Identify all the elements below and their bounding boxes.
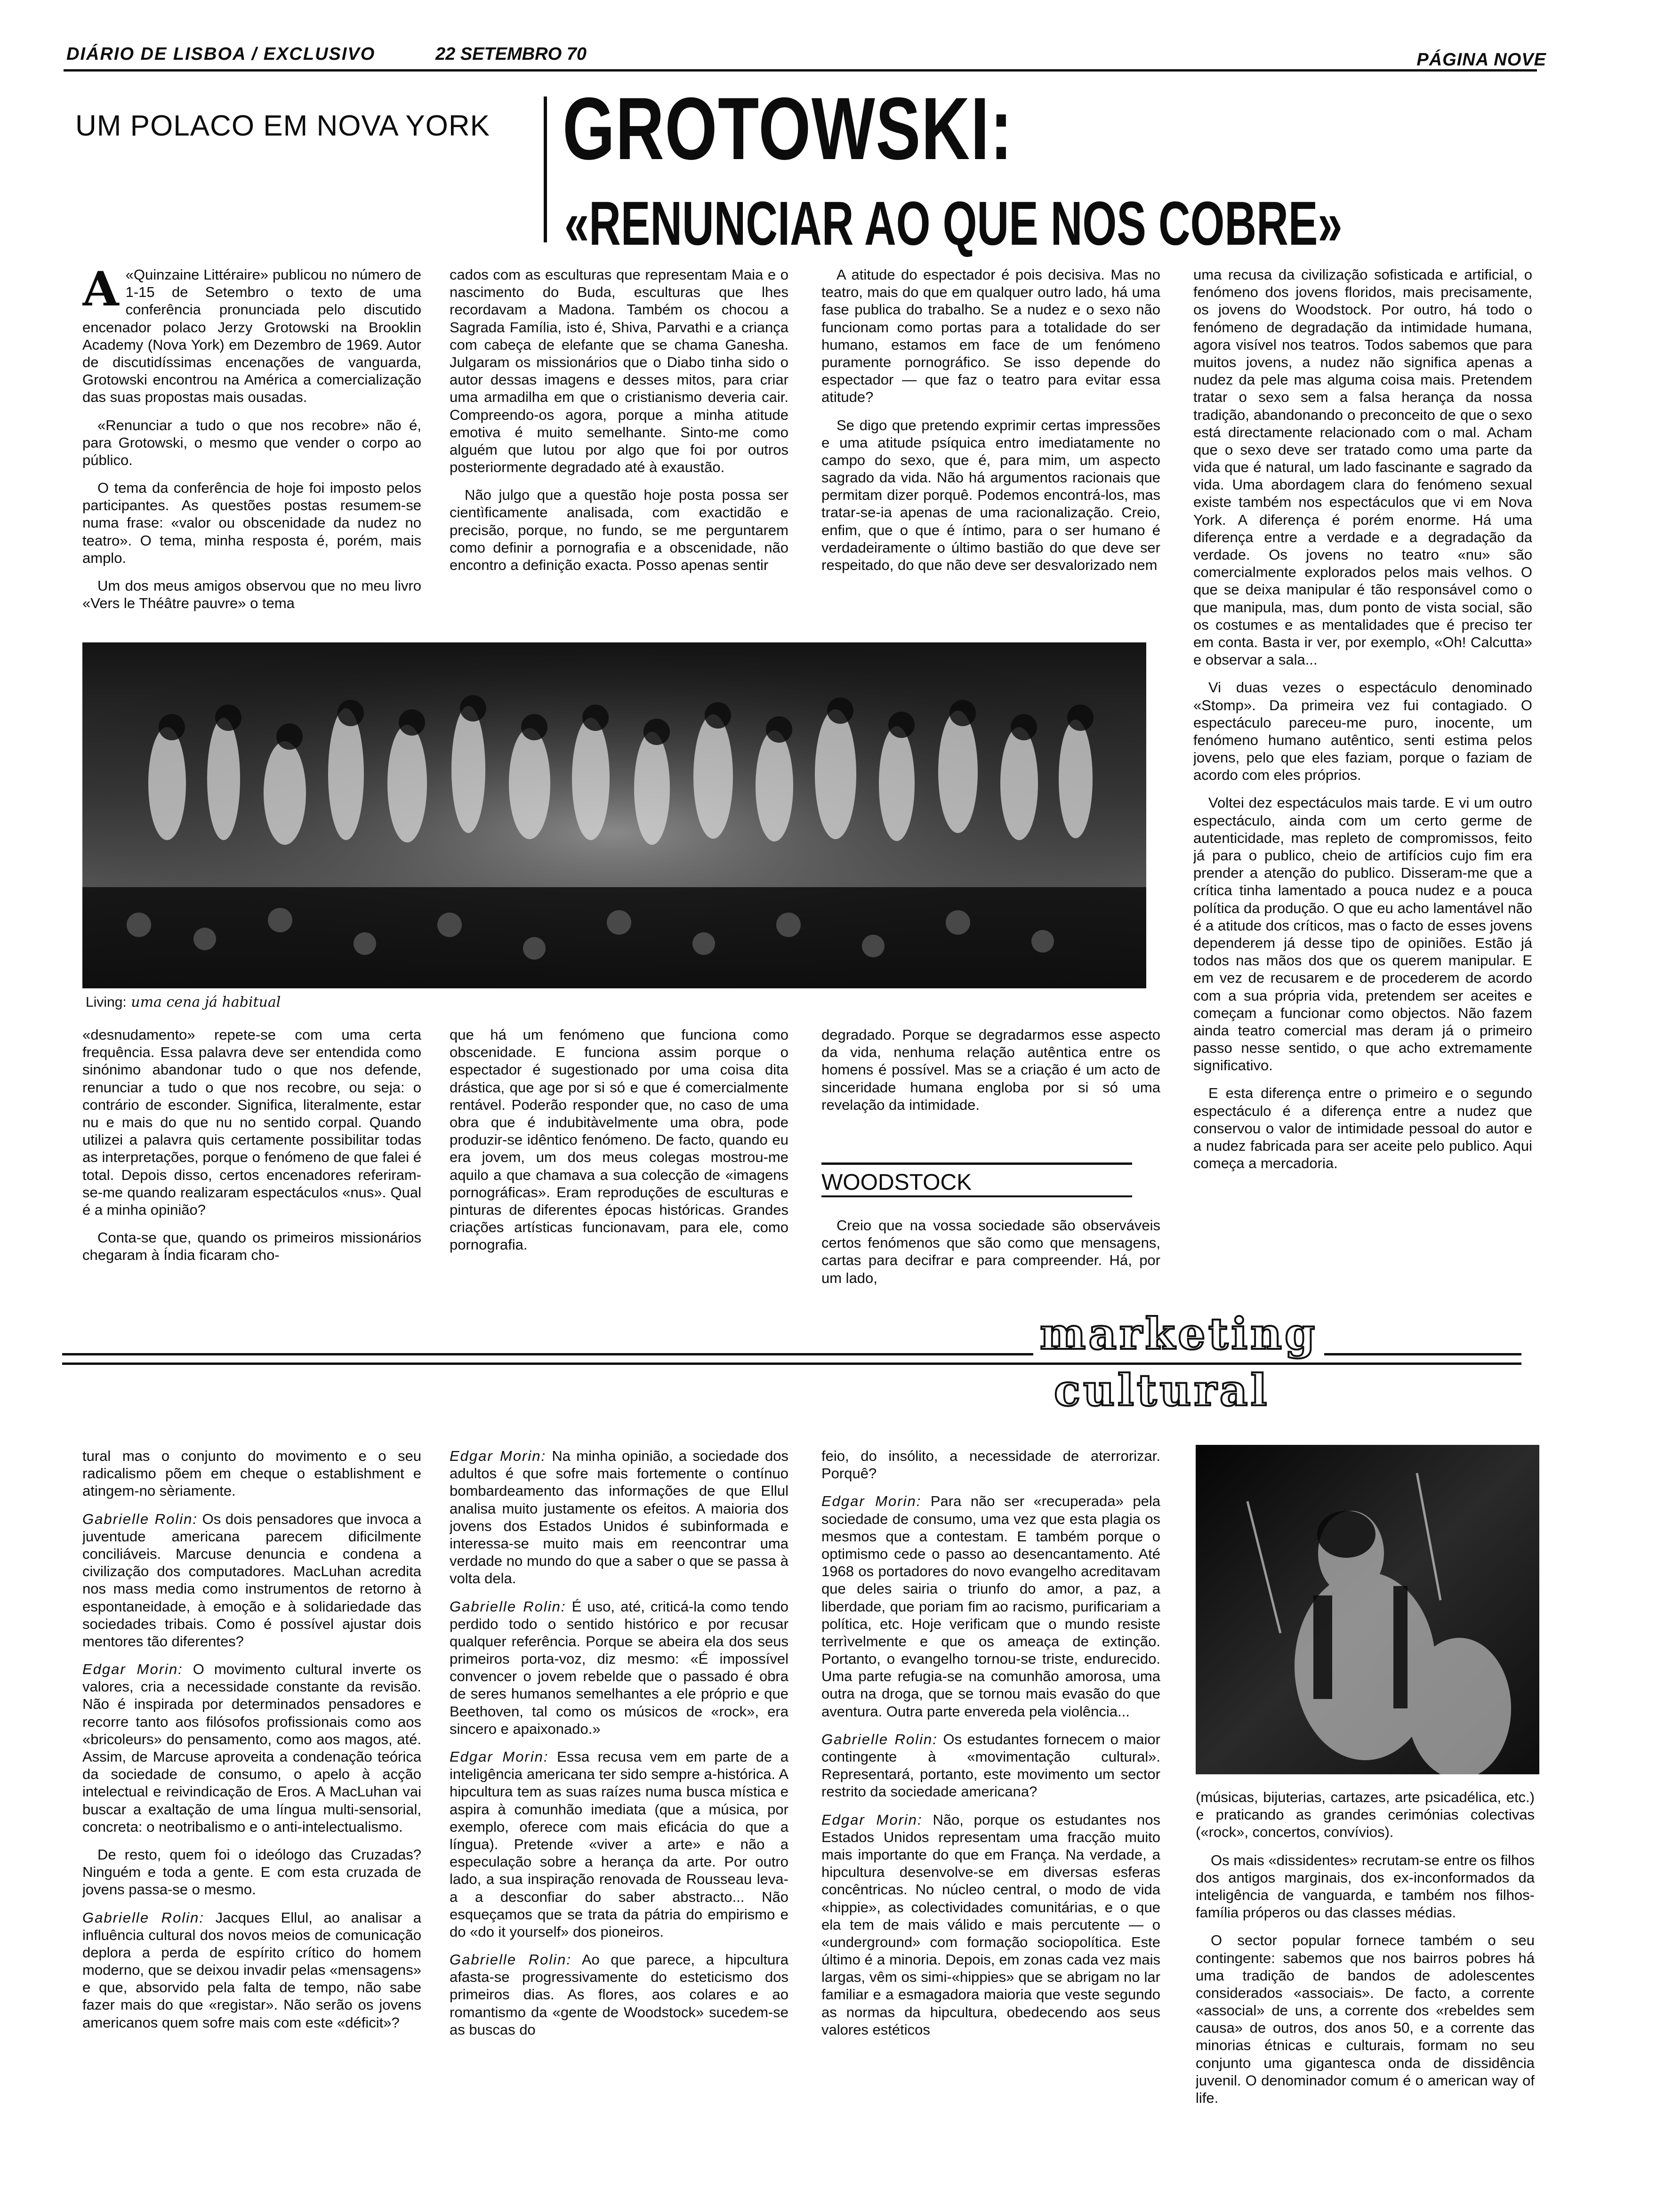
headline-line-1: GROTOWSKI: [563, 79, 1014, 178]
article-column-3-continued [821, 1026, 1160, 1153]
interview-column-4 [1196, 1788, 1535, 2141]
caption-text: uma cena já habitual [131, 994, 281, 1010]
paragraph: O sector popular fornece também o seu contingente: sabemos que nos bairros pobres há uma tradição de bandos de adolescentes considerados «associais». De facto, a corrente «associal» de uns, a corrente dos «rebeldes sem causa» de outros, dos anos 50, e a corrente das minorias étnicas e culturais, formam no seu conjunto uma gigantesca onda de dissidência juvenil. O denominador comum é o american way of life. [1196, 1932, 1535, 2106]
paragraph: Conta-se que, quando os primeiros missionários chegaram à Índia ficaram cho- [82, 1229, 421, 1264]
headline-divider [544, 96, 547, 242]
caption-label: Living: [86, 994, 127, 1010]
dropcap: A [82, 266, 119, 317]
paragraph: E esta diferença entre o primeiro e o segundo espectáculo é a diferença entre a nudez que conservou o valor de intimidade pessoal do autor e a nudez fabricada para ser aceite pelo publico. Aqui começa a mercadoria. [1193, 1085, 1532, 1172]
paragraph: Edgar Morin: O movimento cultural inverte os valores, cria a necessidade constante da revisão. Não é inspirada por determinados pensadores e recorre tanto aos filósofos profissionais como aos «bricoleurs» do pensamento, como aos magos, até. Assim, de Marcuse aproveita a condenação teórica da sociedade de consumo, o apelo à acção intelectual e reivindicação de Eros. A MacLuhan vai buscar a exaltação de uma língua multi-sensorial, concreta: o neotribalismo e o anti-intelectualismo. [82, 1661, 421, 1835]
speaker: Edgar Morin: [450, 1748, 549, 1765]
paragraph: De resto, quem foi o ideólogo das Cruzadas? Ninguém e toda a gente. E com esta cruzada de jovens passa-se o mesmo. [82, 1846, 421, 1898]
paragraph: Edgar Morin: Na minha opinião, a sociedade dos adultos é que sofre mais fortemente o contínuo bombardeamento das informações de que Ellul analisa muito justamente os efeitos. A maioria dos jovens dos Estados Unidos é subinformada e interessa-se muito mais em reencontrar uma verdade no mundo do que a saber o que se passa à volta dela. [450, 1448, 788, 1587]
speaker: Edgar Morin: [821, 1493, 922, 1510]
interview-column-1 [82, 1447, 421, 2130]
paragraph: Vi duas vezes o espectáculo denominado «Stomp». Da primeira vez fui contagiado. O espectáculo pareceu-me puro, inocente, um fenómeno humano autêntico, senti estima pelos jovens, pelo que eles faziam, porque o faziam de acordo com eles próprios. [1193, 679, 1532, 784]
paragraph: Gabrielle Rolin: Os estudantes fornecem o maior contingente à «movimentação cultural». Representará, portanto, este movimento um sector restrito da sociedade americana? [821, 1731, 1160, 1800]
paragraph: Um dos meus amigos observou que no meu livro «Vers le Théâtre pauvre» o tema [82, 577, 421, 612]
section-subhead: WOODSTOCK [821, 1162, 1132, 1195]
headline [563, 79, 1556, 258]
interview-column-3 [821, 1447, 1160, 2130]
newspaper-name: DIÁRIO DE LISBOA / EXCLUSIVO [66, 44, 376, 64]
masthead [64, 43, 1546, 72]
article-column-2 [450, 266, 788, 628]
paragraph: tural mas o conjunto do movimento e o seu radicalismo põem em cheque o establishment e atingem-no sèriamente. [82, 1448, 421, 1499]
paragraph: (músicas, bijuterias, cartazes, arte psicadélica, etc.) e praticando as grandes cerimónias colectivas («rock», concertos, convívios). [1196, 1789, 1535, 1841]
paragraph: Edgar Morin: Para não ser «recuperada» pela sociedade de consumo, uma vez que esta plagia os mesmos que a contestam. E também porque o optimismo cede o passo ao desencantamento. Até 1968 os portadores do novo evangelho acreditavam que deles sairia o triunfo do amor, a paz, a liberdade, que poriam fim ao racismo, purificariam a política, etc. Hoje verificam que o mundo resiste terrìvelmente e que os ameaça de extinção. Portanto, o evangelho tornou-se triste, endurecido. Uma parte refugia-se na comunhão amorosa, uma outra na droga, que se tornou mais evasão do que aventura. Outra parte envereda pela violência... [821, 1493, 1160, 1720]
speaker: Gabrielle Rolin: [450, 1598, 566, 1615]
paragraph: que há um fenómeno que funciona como obscenidade. E funciona assim porque o espectador é sugestionado por uma coisa dita drástica, que age por si só e que é comercialmente rentável. Poderão responder que, no caso de uma obra que é indubitàvelmente uma obra, pode produzir-se idêntico fenómeno. De facto, quando eu era jovem, um dos meus colegas mostrou-me aquilo a que chamava a sua colecção de «imagens pornográficas». Eram reproduções de esculturas e pinturas de diferentes épocas históricas. Grandes criações artísticas funcionavam, para ele, como pornografia. [450, 1026, 788, 1253]
section-rule-bottom [62, 1362, 1521, 1365]
interview-column-2 [450, 1447, 788, 2130]
photo-caption [86, 994, 281, 1010]
paragraph: «desnudamento» repete-se com uma certa frequência. Essa palavra deve ser entendida como sinónimo abandonar tudo o que nos defende, renunciar a tudo o que nos recobre, ou seja: o contrário de esconder. Significa, literalmente, estar nu e mais do que nu no sentido corpal. Quando utilizei a palavra quis certamente possibilitar todas as interpretações, porque o fenómeno de que falei é total. Depois disso, certos encenadores referiram-se-me quando realizaram espectáculos «nus». Qual é a minha opinião? [82, 1026, 421, 1218]
section-label-line-1: marketing [1033, 1308, 1324, 1359]
article-column-3 [821, 266, 1160, 628]
paragraph: «Renunciar a tudo o que nos recobre» não é, para Grotowski, o mesmo que vender o corpo ao público. [82, 417, 421, 468]
speaker: Edgar Morin: [450, 1448, 547, 1464]
paragraph: Edgar Morin: Não, porque os estudantes nos Estados Unidos representam uma fracção muito mais importante do que em França. Na verdade, a hipcultura desenvolve-se em diversas esferas concêntricas. No núcleo central, o modo de vida «hippie», as colectividades comunitárias, e o que ela tem de mais válido e mais percutente — o «underground» com formação sociopolítica. Este último é a minoria. Depois, em zonas cada vez mais largas, vêm os simi-«hippies» que se abrigam no lar familiar e a esmagadora maioria que veste segundo as normas da hipcultura, obedecendo aos seus valores estéticos [821, 1811, 1160, 2038]
stage-photo [82, 642, 1146, 988]
concert-photo [1196, 1445, 1539, 1774]
paragraph: Edgar Morin: Essa recusa vem em parte de a inteligência americana ter sido sempre a-histórica. A hipcultura tem as suas raízes numa busca mística e aspira à comunhão imediata (que a música, por exemplo, oferece com mais eficácia do que a língua). Pretende «viver a arte» e não a especulação sobre a herança da arte. Por outro lado, a sua inspiração renovada de Rousseau leva-a a desconfiar do saber abstracto... Não esqueçamos que se trata da pátria do empirismo e do «do it yourself» dos pioneiros. [450, 1748, 788, 1940]
page-number: PÁGINA NOVE [1416, 50, 1546, 70]
kicker: UM POLACO EM NOVA YORK [75, 110, 491, 142]
speaker: Gabrielle Rolin: [82, 1510, 198, 1527]
paragraph: Creio que na vossa sociedade são observáveis certos fenómenos que são como que mensagens, cartas para decifrar e para compreender. Há, por um lado, [821, 1217, 1160, 1286]
speaker: Gabrielle Rolin: [821, 1731, 938, 1747]
speaker: Edgar Morin: [82, 1661, 183, 1678]
paragraph: Gabrielle Rolin: Jacques Ellul, ao analisar a influência cultural dos novos meios de comunicação deplora a perda de espírito crítico do homem moderno, que se deixou invadir pelas «mensagens» e que, absorvido pela falta de tempo, não sabe fazer mais do que «registar». Não serão os jovens americanos quem sofre mais com este «déficit»? [82, 1909, 421, 2031]
paragraph: O tema da conferência de hoje foi imposto pelos participantes. As questões postas resumem-se numa frase: «valor ou obscenidade da nudez no teatro». O tema, minha resposta é, porém, mais amplo. [82, 480, 421, 566]
paragraph: Voltei dez espectáculos mais tarde. E vi um outro espectáculo, ainda com um certo germe de autenticidade, mas repleto de compromissos, feito já para o publico, cheio de artifícios cujo fim era prender a atenção do publico. Disseram-me que a crítica tinha lamentado a pouca nudez e a pouca política da produção. O que eu acho lamentável não é a atitude dos críticos, mas o facto de esses jovens dependerem já desse tipo de opiniões. Estão já todos nas mãos dos que os querem manipular. E em vez de recusarem e de procederem de acordo com a sua própria vida, pretendem ser aceites e começam a funcionar como objectos. Não fazem ainda teatro comercial mas deram já o primeiro passo nesse sentido, o que acho extremamente significativo. [1193, 794, 1532, 1074]
subhead-rule [821, 1195, 1132, 1197]
section-label-line-2: cultural [1047, 1365, 1276, 1416]
speaker: Gabrielle Rolin: [450, 1951, 571, 1968]
paragraph: «Quinzaine Littéraire» publicou no número de 1-15 de Setembro o texto de uma conferência pronunciada pelo discutido encenador polaco Jerzy Grotowski na Brooklin Academy (Nova York) em Dezembro de 1969. Autor de discutidíssimas encenações de vanguarda, Grotowski encontrou na América a comercialização das suas propostas mais ousadas. [82, 266, 421, 406]
article-column-2-continued [450, 1026, 788, 1308]
article-column-1 [82, 266, 421, 628]
article-column-4 [1193, 266, 1532, 1273]
paragraph: Se digo que pretendo exprimir certas impressões e uma atitude psíquica entro imediatamente no campo do sexo, que é, para mim, um aspecto sagrado da vida. Não há argumentos racionais que permitam dizer porquê. Podemos encontrá-los, mas tratar-se-ia apenas de uma racionalização. Creio, enfim, que o que é íntimo, para o ser humano é verdadeiramente o último bastião do que deve ser respeitado, do que não deve ser desvalorizado nem [821, 417, 1160, 573]
paragraph: Os mais «dissidentes» recrutam-se entre os filhos dos antigos marginais, dos ex-inconformados da inteligência de vanguarda, e também nos filhos-família próperos ou das classes médias. [1196, 1851, 1535, 1921]
issue-date: 22 SETEMBRO 70 [435, 44, 587, 64]
paragraph: cados com as esculturas que representam Maia e o nascimento do Buda, esculturas que lhes recordavam a Madona. Também os chocou a Sagrada Família, isto é, Shiva, Parvathi e a criança com cabeça de elefante que se chama Ganesha. Julgaram os missionários que o Diabo tinha sido o autor dessas imagens e desses mitos, para criar uma armadilha em que o cristianismo deveria cair. Compreendo-os agora, porque a minha atitude emotiva é muito semelhante. Sinto-me como alguém que lutou por algo que foi por outros posteriormente degradado até à exaustão. [450, 266, 788, 476]
paragraph: Gabrielle Rolin: Ao que parece, a hipcultura afasta-se progressivamente do esteticismo dos primeiros dias. As flores, aos colares e ao romantismo da «gente de Woodstock» sucedem-se as buscas do [450, 1951, 788, 2038]
headline-line-2: «RENUNCIAR AO QUE NOS COBRE» [564, 189, 1343, 258]
speaker: Edgar Morin: [821, 1811, 923, 1828]
speaker: Gabrielle Rolin: [82, 1909, 204, 1926]
paragraph: feio, do insólito, a necessidade de aterrorizar. Porquê? [821, 1448, 1160, 1482]
paragraph: degradado. Porque se degradarmos esse aspecto da vida, nenhuma relação autêntica entre os homens é possível. Mas se a criação é um acto de sinceridade humana engloba por si só uma revelação da intimidade. [821, 1026, 1160, 1113]
paragraph: uma recusa da civilização sofisticada e artificial, o fenómeno dos jovens floridos, mais precisamente, os jovens do Woodstock. Por outro, há todo o fenómeno de degradação da intimidade humana, agora visível nos teatros. Todos sabemos que para muitos jovens, a nudez não significa apenas a nudez da pele mas alguma coisa mais. Pretendem tratar o sexo sem a falsa herança da nossa tradição, abandonando o preconceito de que o sexo está directamente relacionado com o mal. Acham que o sexo deve ser tratado como uma parte da vida que é natural, um lado fascinante e sagrado da vida. Uma abordagem clara do fenómeno sexual existe também nos espectáculos que vi em Nova York. A diferença é porém enorme. Há uma diferença entre a verdade e a degradação da verdade. Os jovens no teatro «nu» são comercialmente explorados pelos mais velhos. O que se deixa manipular é tão responsável como o que manipula, mas, dum ponto de vista social, são os costumes e as mentalidades que é preciso ter em conta. Basta ir ver, por exemplo, «Oh! Calcutta» e observar a sala... [1193, 266, 1532, 668]
paragraph: Não julgo que a questão hoje posta possa ser cientìficamente analisada, com exactidão e precisão, porque, no fundo, se me perguntarem como definir a pornografia e a obscenidade, não encontro a definição exacta. Posso apenas sentir [450, 487, 788, 573]
paragraph: A atitude do espectador é pois decisiva. Mas no teatro, mais do que em qualquer outro lado, há uma fase publica do trabalho. Se a nudez e o sexo não funcionam como portas para a totalidade do ser humano, estamos em face de um fenómeno puramente pornográfico. Se isso depende do espectador — que faz o teatro para evitar essa atitude? [821, 266, 1160, 406]
article-column-3-woodstock [821, 1217, 1160, 1311]
paragraph: Gabrielle Rolin: Os dois pensadores que invoca a juventude americana parecem dificilmente conciliáveis. Marcuse denuncia e condena a civilização dos computadores. MacLuhan acredita nos mass media como instrumentos de retorno à espontaneidade, à emoção e à solidariedade das sociedades tribais. Como é possível ajustar dois mentores tão diferentes? [82, 1510, 421, 1650]
paragraph: Gabrielle Rolin: É uso, até, criticá-la como tendo perdido todo o sentido histórico e por recusar qualquer referência. Porque se abeira ela dos seus primeiros porta-voz, diz mesmo: «É impossível convencer o jovem rebelde que o passado é obra de seres humanos semelhantes a ele próprio e que Beethoven, tal como os músicos de «rock», era sincero e apaixonado.» [450, 1598, 788, 1737]
article-column-1-continued [82, 1026, 421, 1308]
